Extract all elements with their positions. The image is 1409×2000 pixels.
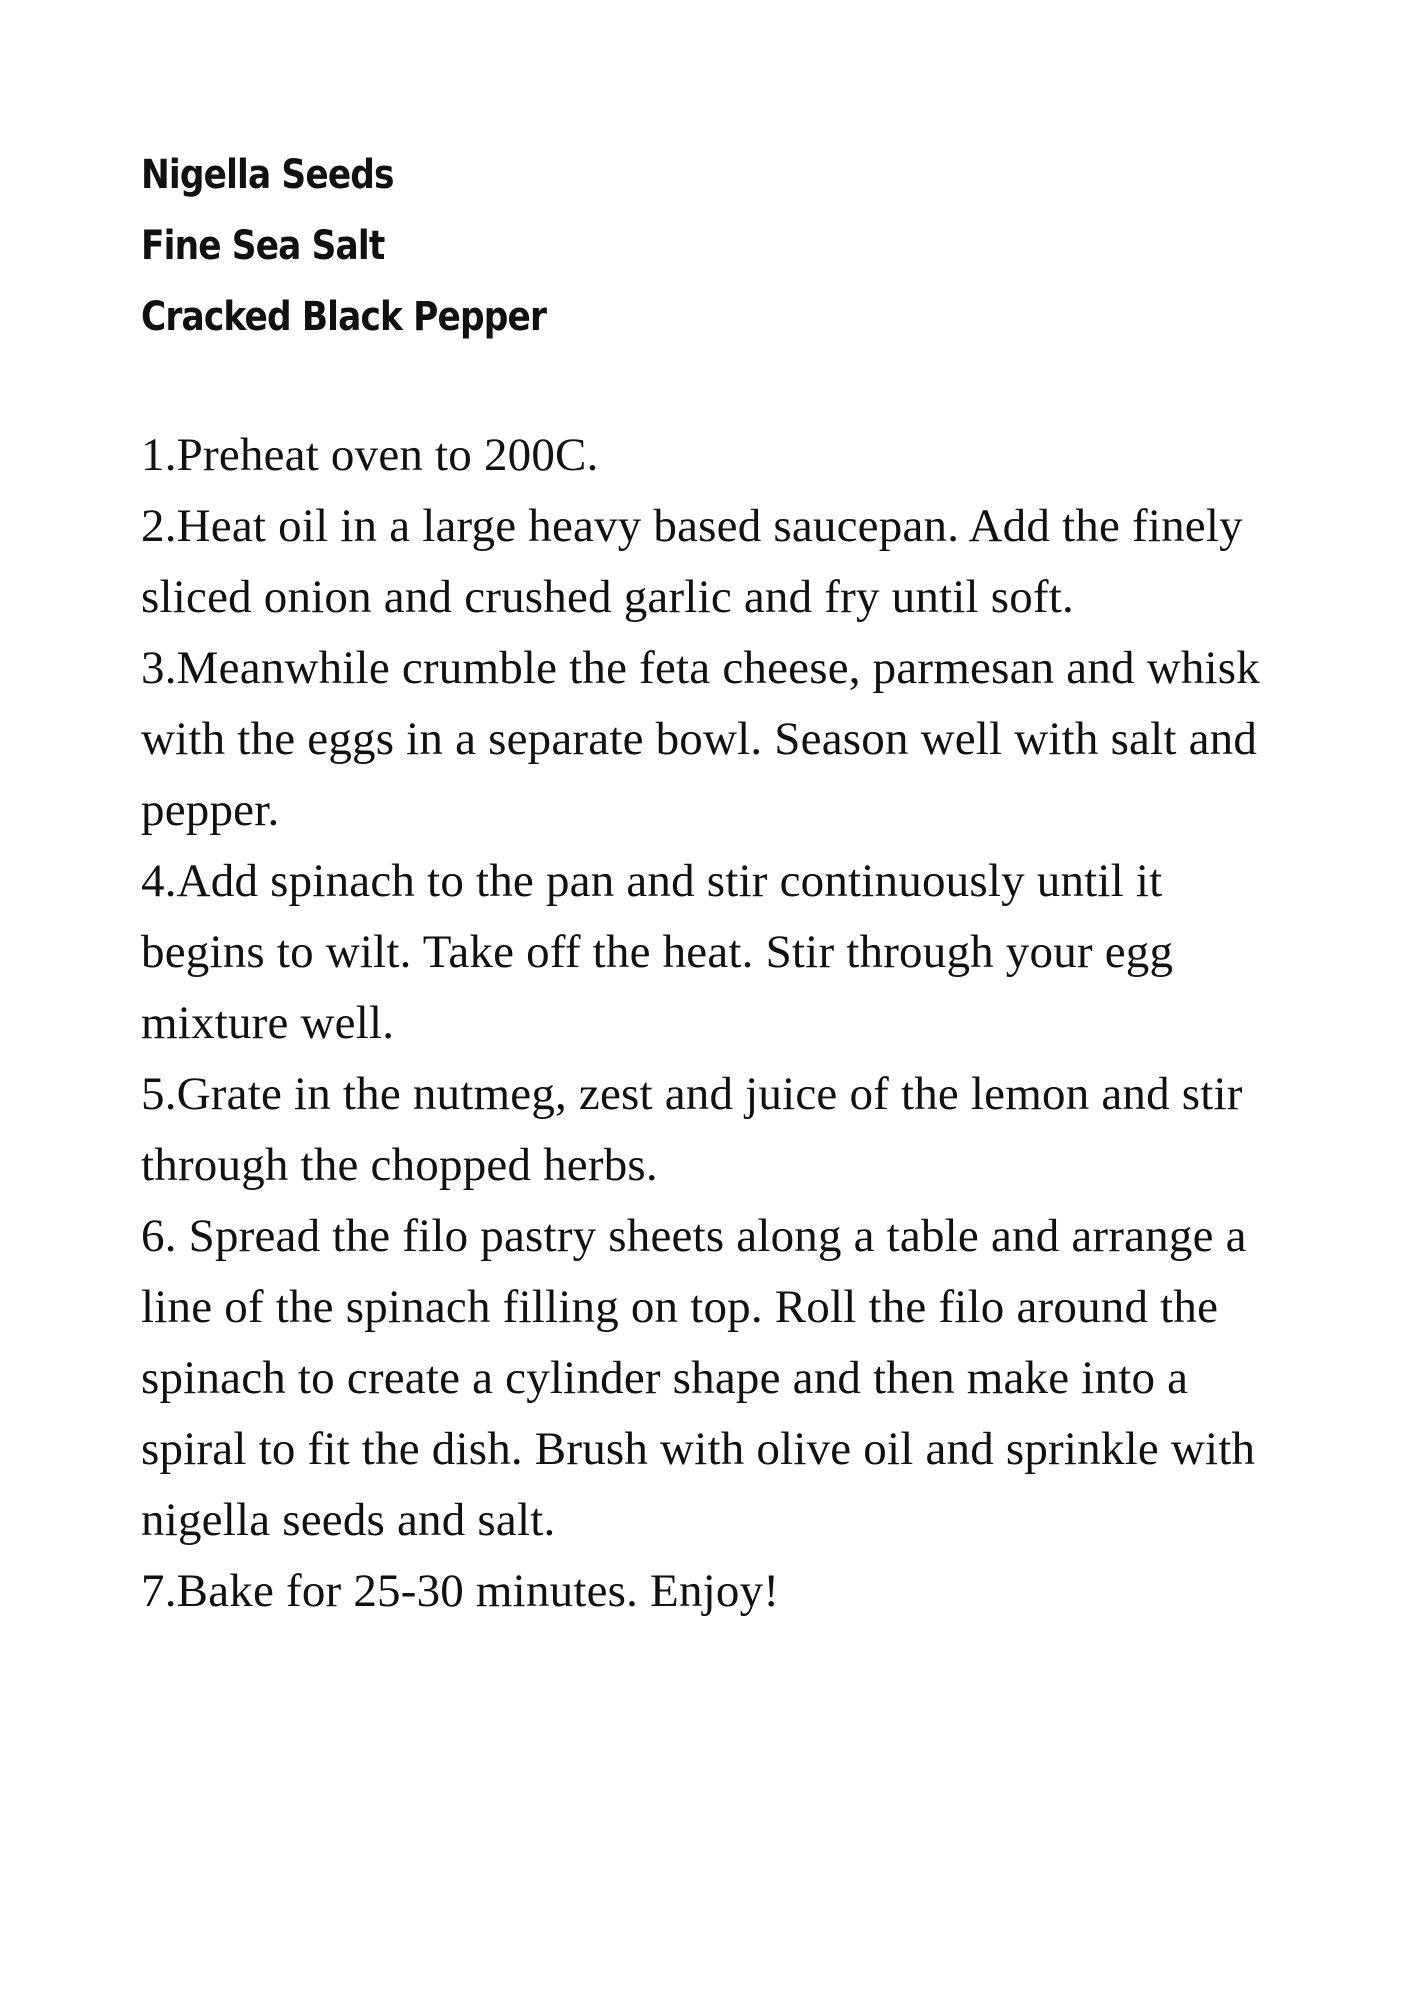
ingredient-list <box>141 140 1291 353</box>
ingredient-item: Nigella Seeds <box>141 152 394 198</box>
recipe-content <box>141 140 1291 1627</box>
method-steps <box>141 420 1291 1627</box>
method-step: 7.Bake for 25-30 minutes. Enjoy! <box>141 1565 780 1617</box>
ingredient-item: Fine Sea Salt <box>141 223 385 269</box>
method-step: 4.Add spinach to the pan and stir continuously until it begins to wilt. Take off the heat. Stir through your egg mixture well. <box>141 855 1174 1049</box>
method-step: 6. Spread the filo pastry sheets along a table and arrange a line of the spinach filling on top. Roll the filo around the spinach to create a cylinder shape and then make into a spiral to fit the dish. Brush with olive oil and sprinkle with nigella seeds and salt. <box>141 1210 1256 1546</box>
method-step: 1.Preheat oven to 200C. <box>141 429 599 481</box>
ingredient-item: Cracked Black Pepper <box>141 294 547 340</box>
method-step: 3.Meanwhile crumble the feta cheese, parmesan and whisk with the eggs in a separate bowl. Season well with salt and pepper. <box>141 642 1260 836</box>
method-step: 2.Heat oil in a large heavy based saucepan. Add the finely sliced onion and crushed garlic and fry until soft. <box>141 500 1243 623</box>
method-step: 5.Grate in the nutmeg, zest and juice of the lemon and stir through the chopped herbs. <box>141 1068 1243 1191</box>
